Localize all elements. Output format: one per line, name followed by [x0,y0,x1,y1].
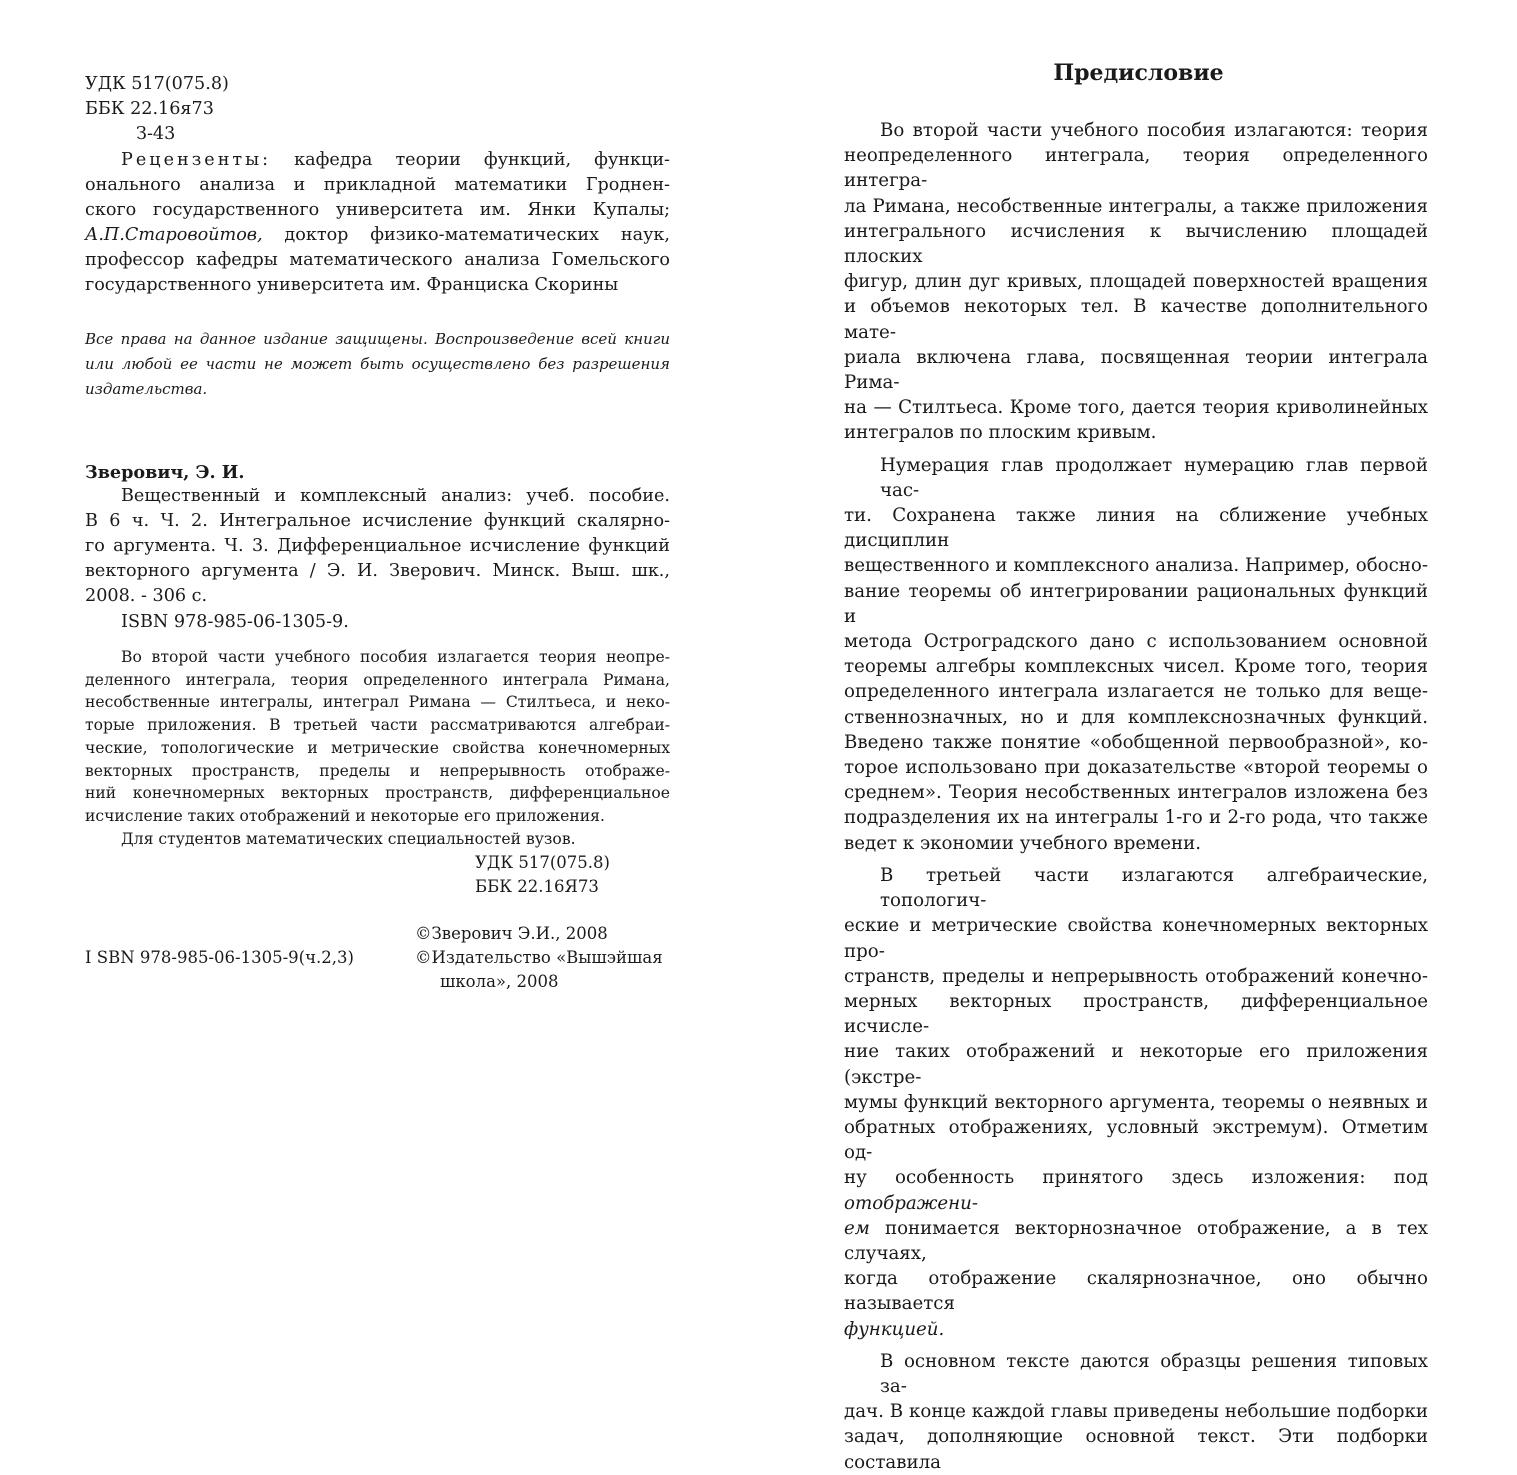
bibliographic-description [85,484,670,609]
copyright-author: ©Зверович Э.И., 2008 [415,924,608,943]
preface-line: вещественного и комплексного анализа. Например, обосно- [844,555,1428,577]
annotation-line: торые приложения. В третьей части рассматриваются алгебраи- [85,716,670,735]
preface-line: на — Стилтьеса. Кроме того, дается теория криволинейных [844,397,1428,419]
preface-line: В основном тексте даются образцы решения типовых за- [880,1350,1428,1397]
preface-line: ти. Сохранена также линия на сближение учебных дисциплин [844,505,1428,552]
reviewers-line: ского государственного университета им. Янки Купалы; [85,200,670,220]
preface-line: дач. В конце каждой главы приведены небольшие подборки [844,1401,1428,1423]
annotation-line: ний конечномерных векторных пространств, дифференциальное [85,784,670,803]
rights-line: или любой ее части не может быть осуществлено без разрешения [85,355,670,373]
reviewers-line: государственного университета им. Франциска Скорины [85,275,619,295]
udk-code: УДК 517(075.8) [85,74,229,94]
annotation-line: Во второй части учебного пособия излагается теория неопре- [121,648,670,666]
preface-line: метода Остроградского дано с использованием основной [844,631,1428,653]
annotation-line: деленного интеграла, теория определенного интеграла Римана, [85,670,670,689]
emphasis-term: ем [844,1217,870,1239]
bbk-code-footer: ББК 22.16Я73 [475,877,599,896]
left-page [0,0,760,1119]
audience-line: Для студентов математических специальностей вузов. [121,829,576,848]
preface-title: Предисловие [1053,60,1224,86]
preface-line: и объемов некоторых тел. В качестве дополнительного мате- [844,296,1428,343]
description-line: 2008. - 306 с. [85,586,208,606]
preface-line: обратных отображениях, условный экстремум). Отметим од- [844,1116,1428,1164]
preface-line: ние таких отображений и некоторые его приложения (экстре- [844,1041,1428,1088]
reviewers-line: профессор кафедры математического анализа Гомельского [85,250,670,270]
preface-line: интегралов по плоским кривым. [844,422,1157,444]
preface-line: еские и метрические свойства конечномерных векторных про- [844,915,1428,962]
annotation-line: несобственные интегралы, интеграл Римана — Стилтьеса, и неко- [85,693,670,712]
annotation [85,646,670,850]
annotation-line: ческие, топологические и метрические свойства конечномерных [85,738,670,757]
description-line: В 6 ч. Ч. 2. Интегральное исчисление функций скалярно- [85,511,670,531]
preface-line: когда отображение скалярнозначное, оно обычно называется [844,1268,1428,1315]
reviewers-line: онального анализа и прикладной математики Гроднен- [85,175,670,195]
preface-line: неопределенного интеграла, теория определенного интегра- [844,145,1428,192]
preface-line: В третьей части излагаются алгебраические, топологич- [880,864,1428,912]
preface-body [844,118,1428,1475]
reviewers-block [85,148,670,298]
reviewers-label: Рецензенты: [121,150,272,170]
preface-line: Во второй части учебного пособия излагаются: теория [880,120,1428,141]
preface-line: странств, пределы и непрерывность отображений конечно- [844,965,1428,987]
preface-line: ведет к экономии учебного времени. [844,832,1202,854]
preface-line: определенного интеграла излагается не только для веще- [844,681,1428,703]
description-line: Вещественный и комплексный анализ: учеб. пособие. [121,486,670,506]
rights-line: издательства. [85,380,208,398]
preface-line: фигур, длин дуг кривых, площадей поверхностей вращения [844,271,1428,293]
author-mark: З-43 [136,124,176,144]
preface-line: мерных векторных пространств, дифференциальное исчисле- [844,990,1428,1038]
preface-line: торое использовано при доказательстве «второй теоремы о [844,757,1428,779]
preface-line: среднем». Теория несобственных интегралов изложена без [844,782,1428,804]
reviewers-line: кафедра теории функций, функци- [294,150,670,170]
annotation-line: исчисление таких отображений и некоторые его приложения. [85,806,605,825]
bbk-code: ББК 22.16я73 [85,99,214,119]
preface-line: ственнозначных, но и для комплекснозначных функций. [844,706,1428,728]
annotation-line: векторных пространств, пределы и непрерывность отображе- [85,761,670,780]
emphasis-term: функцией. [844,1318,945,1340]
description-line: векторного аргумента / Э. И. Зверович. Минск. Выш. шк., [85,561,670,581]
reviewer-name: А.П.Старовойтов, [85,225,263,245]
description-line: го аргумента. Ч. 3. Дифференциальное исчисление функций [85,536,670,556]
copyright-publisher: ©Издательство «Вышэйшая [415,948,663,967]
preface-line: теоремы алгебры комплексных чисел. Кроме того, теория [844,656,1428,678]
preface-line: ла Римана, несобственные интегралы, а также приложения [844,195,1428,217]
rights-line: Все права на данное издание защищены. Воспроизведение всей книги [85,330,670,348]
preface-line: задач, дополняющие основной текст. Эти подборки составила [844,1426,1428,1473]
preface-line-part: понимается векторнозначное отображение, а в тех случаях, [844,1217,1428,1264]
author-heading: Зверович, Э. И. [85,462,245,483]
copyright-publisher-cont: школа», 2008 [440,972,559,991]
udk-code-footer: УДК 517(075.8) [475,853,610,872]
rights-notice [85,327,670,402]
isbn: ISBN 978-985-06-1305-9. [121,612,349,632]
preface-line: интегрального исчисления к вычислению площадей плоских [844,220,1428,268]
preface-line: риала включена глава, посвященная теории интеграла Рима- [844,346,1428,394]
preface-line: Введено также понятие «обобщенной первообразной», ко- [844,731,1428,753]
preface-line: подразделения их на интегралы 1-го и 2-го рода, что также [844,807,1428,829]
preface-line: вание теоремы об интегрировании рациональных функций и [844,580,1428,627]
reviewers-line: доктор физико-математических наук, [284,225,671,245]
emphasis-term: отображени- [844,1192,979,1214]
preface-line: Нумерация глав продолжает нумерацию глав первой час- [880,454,1428,501]
preface-line: мумы функций векторного аргумента, теоремы о неявных и [844,1091,1428,1113]
right-page [760,0,1517,1473]
preface-line-part: ну особенность принятого здесь изложения: под [844,1167,1428,1189]
isbn-footer: I SBN 978-985-06-1305-9(ч.2,3) [85,948,354,967]
